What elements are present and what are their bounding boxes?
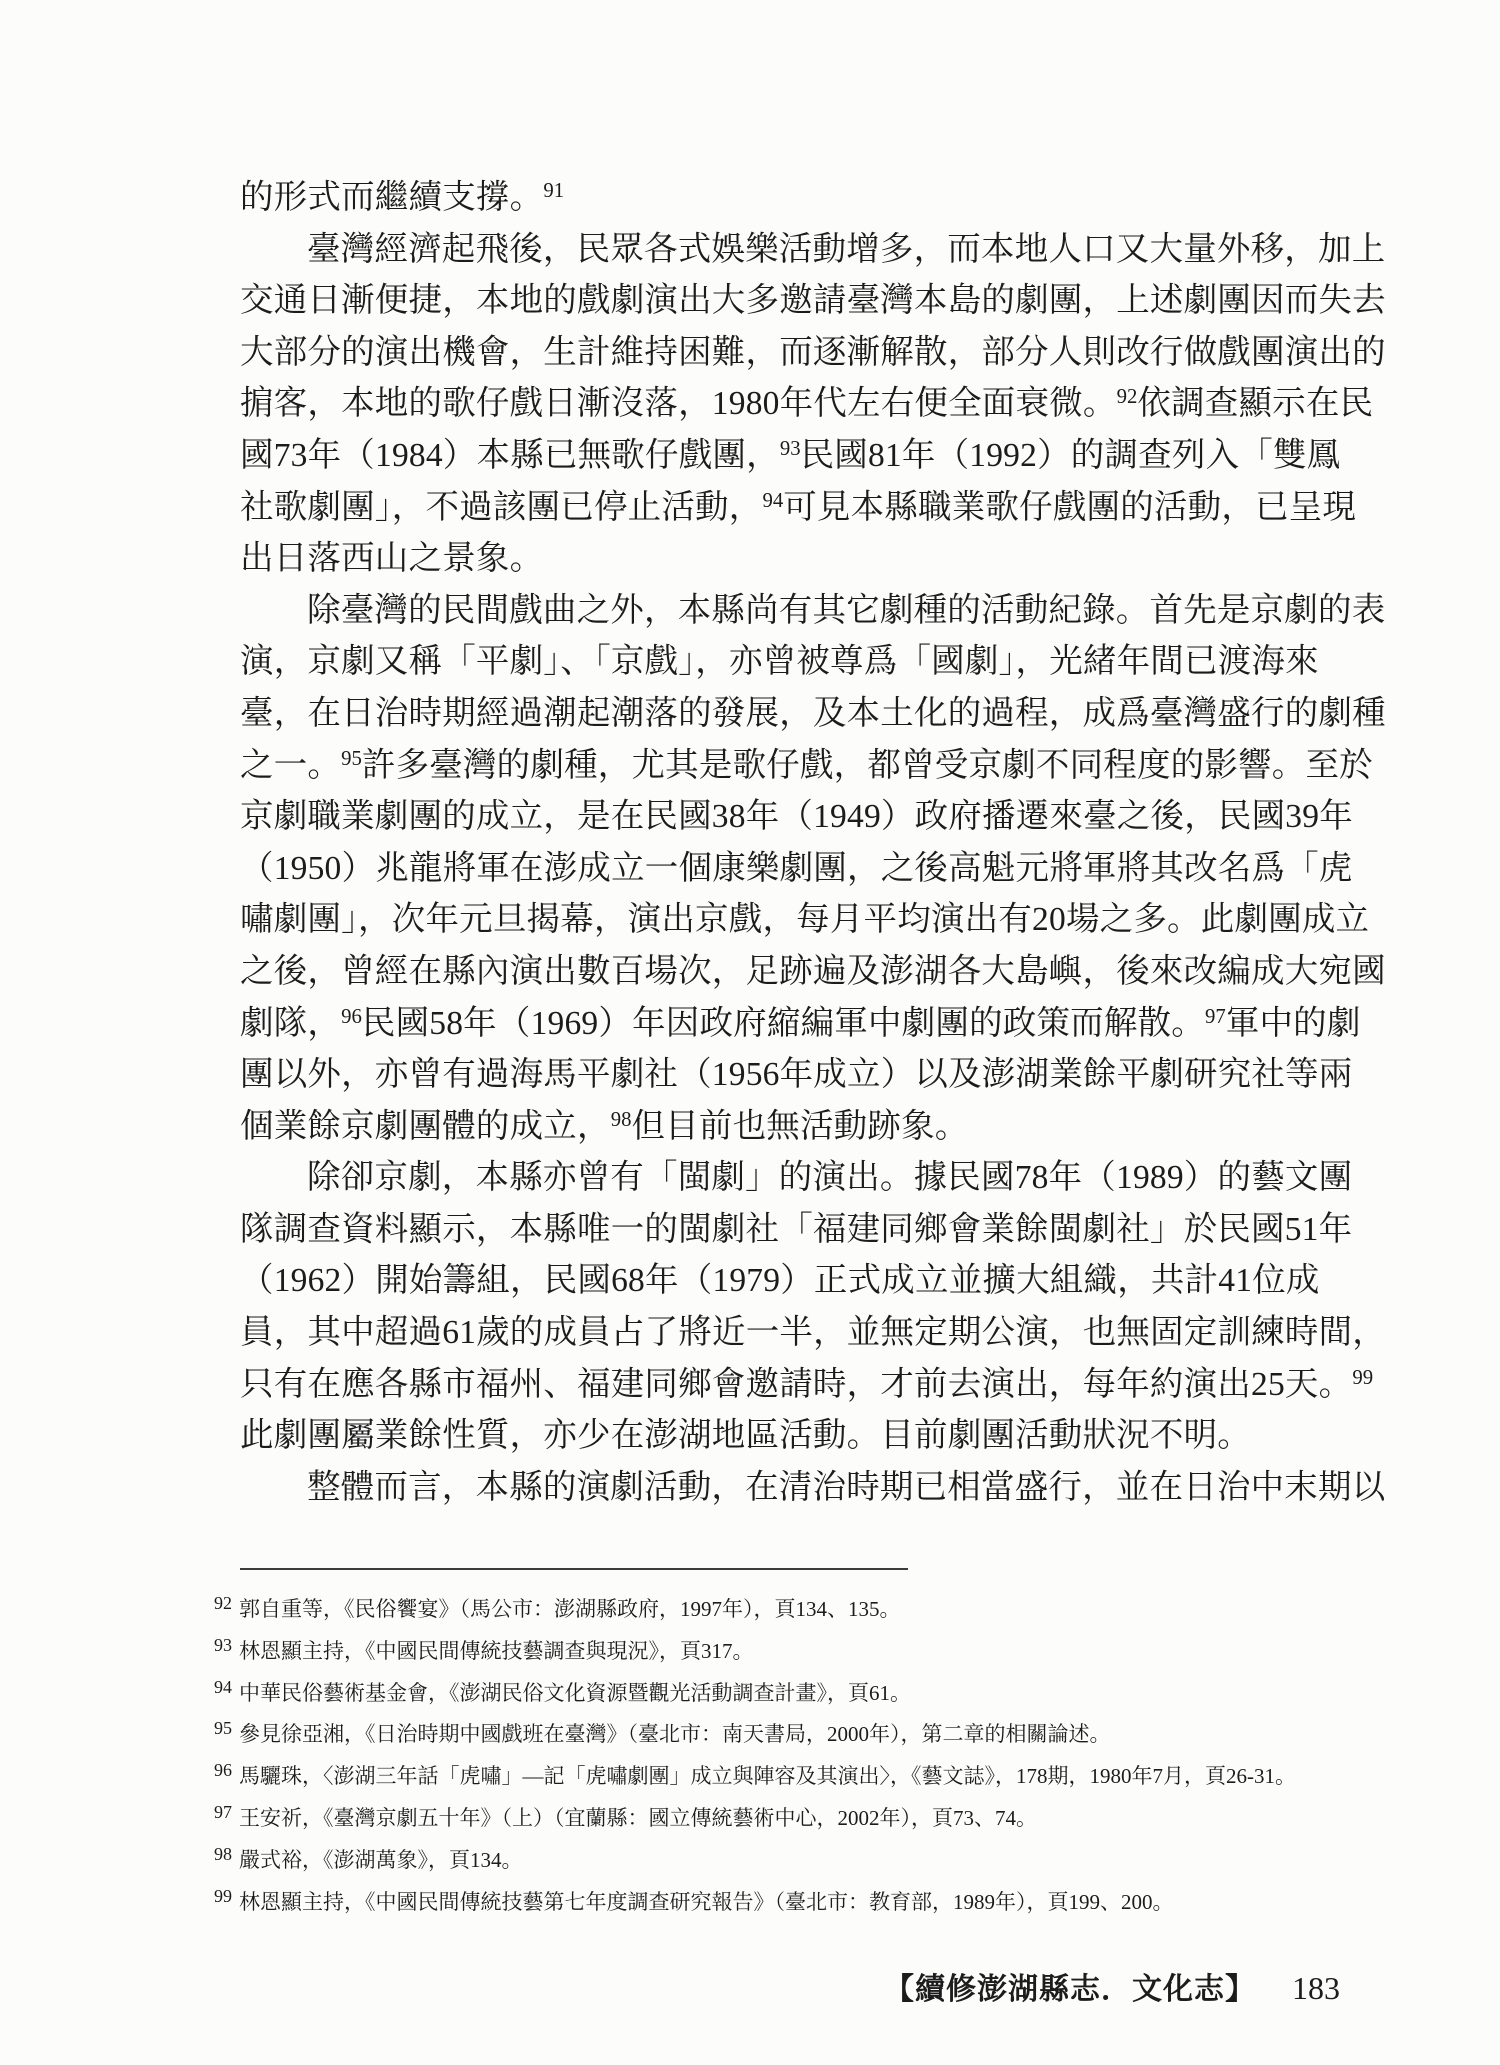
footnote-text: 林恩顯主持，《中國民間傳統技藝調查與現況》，頁317。: [239, 1638, 754, 1663]
body-line: 國73年（1984）本縣已無歌仔戲團，$^{93}$民國81年（1992）的調查列入「雙鳳: [240, 436, 1341, 474]
body-line: 的形式而繼續支撐。$^{91}$: [240, 179, 565, 216]
footnote-item: [214, 1795, 1322, 1837]
body-line: 演，京劇又稱「平劇」、「京戲」，亦曾被尊爲「國劇」，光緒年間已渡海來: [240, 643, 1319, 681]
body-line: 劇隊，$^{96}$民國58年（1969）年因政府縮編軍中劇團的政策而解散。$^{97}$軍中的劇: [240, 1004, 1361, 1042]
body-line: 臺，在日治時期經過潮起潮落的發展，及本土化的過程，成爲臺灣盛行的劇種: [240, 694, 1386, 732]
page-number: 183: [1292, 1970, 1340, 2006]
footnote-number: 95: [214, 1718, 232, 1739]
footnote-item: [214, 1879, 1322, 1921]
body-line: 隊調查資料顯示，本縣唯一的閩劇社「福建同鄉會業餘閩劇社」於民國51年: [240, 1210, 1353, 1248]
footnote-number: 97: [214, 1801, 232, 1822]
footnote-item: [214, 1753, 1322, 1795]
footnote-item: [214, 1670, 1322, 1712]
book-title: 【續修澎湖縣志．文化志】: [884, 1973, 1256, 2006]
body-line: 社歌劇團」，不過該團已停止活動，$^{94}$可見本縣職業歌仔戲團的活動，已呈現: [240, 488, 1357, 526]
body-line: 整體而言，本縣的演劇活動，在清治時期已相當盛行，並在日治中末期以: [307, 1468, 1386, 1506]
footnote-item: [214, 1628, 1322, 1670]
footnote-number: 94: [214, 1676, 232, 1697]
footnote-ref: 95: [341, 746, 362, 770]
footnote-text: 中華民俗藝術基金會，《澎湖民俗文化資源暨觀光活動調查計畫》，頁61。: [239, 1680, 911, 1705]
footnote-text: 郭自重等，《民俗饗宴》（馬公市：澎湖縣政府，1997年），頁134、135。: [239, 1597, 901, 1621]
footnote-text: 馬驪珠，〈澎湖三年話「虎嘯」—記「虎嘯劇團」成立與陣容及其演出〉，《藝文誌》，178期，1980年7月，頁26-31。: [239, 1764, 1296, 1789]
body-line: （1950）兆龍將軍在澎成立一個康樂劇團，之後高魁元將軍將其改名爲「虎: [240, 849, 1353, 887]
footnote-text: 林恩顯主持，《中國民間傳統技藝第七年度調查研究報告》（臺北市：教育部，1989年），頁199、200。: [239, 1889, 1174, 1914]
footnote-ref: 97: [1204, 1004, 1226, 1028]
footnote-ref: 93: [779, 437, 801, 461]
footnote-ref: 94: [762, 488, 784, 512]
body-line: 之一。$^{95}$許多臺灣的劇種，尤其是歌仔戲，都曾受京劇不同程度的影響。至於: [240, 746, 1373, 784]
footnote-item: [214, 1586, 1322, 1628]
body-line: 掮客，本地的歌仔戲日漸沒落，1980年代左右便全面衰微。$^{92}$依調查顯示在民: [240, 385, 1374, 423]
body-line: 臺灣經濟起飛後，民眾各式娛樂活動增多，而本地人口又大量外移，加上: [307, 230, 1386, 268]
footnote-number: 92: [214, 1593, 232, 1613]
footnote-ref: 99: [1352, 1365, 1374, 1389]
body-line: 除臺灣的民間戲曲之外，本縣尚有其它劇種的活動紀錄。首先是京劇的表: [307, 591, 1386, 629]
footnote-number: 98: [214, 1843, 232, 1864]
footnote-text: 參見徐亞湘，《日治時期中國戲班在臺灣》（臺北市：南天書局，2000年），第二章的相關論述。: [239, 1722, 1111, 1747]
body-line: 除卻京劇，本縣亦曾有「閩劇」的演出。據民國78年（1989）的藝文團: [307, 1159, 1353, 1197]
body-line: 員，其中超過61歲的成員占了將近一半，並無定期公演，也無固定訓練時間，: [240, 1314, 1386, 1352]
body-line: 之後，曾經在縣內演出數百場次，足跡遍及澎湖各大島嶼，後來改編成大宛國: [240, 952, 1386, 990]
footnote-item: [214, 1711, 1322, 1753]
body-line: 只有在應各縣市福州、福建同鄉會邀請時，才前去演出，每年約演出25天。$^{99}$: [240, 1365, 1374, 1403]
footnote-ref: 96: [341, 1004, 362, 1028]
footnote-text: 嚴式裕，《澎湖萬象》，頁134。: [239, 1847, 523, 1872]
body-line: 交通日漸便捷，本地的戲劇演出大多邀請臺灣本島的劇團，上述劇團因而失去: [240, 282, 1386, 320]
footnote-number: 99: [214, 1885, 232, 1906]
body-text: [240, 172, 1386, 1513]
body-line: 大部分的演出機會，生計維持困難，而逐漸解散，部分人則改行做戲團演出的: [240, 333, 1386, 371]
body-line: 出日落西山之景象。: [240, 540, 544, 578]
body-line: （1962）開始籌組，民國68年（1979）正式成立並擴大組織，共計41位成: [240, 1262, 1320, 1300]
page-footer: [884, 1964, 1340, 2008]
footnote-ref: 91: [543, 179, 565, 203]
body-line: 京劇職業劇團的成立，是在民國38年（1949）政府播遷來臺之後，民國39年: [240, 798, 1353, 836]
footnote-ref: 92: [1116, 385, 1138, 409]
footnote-ref: 98: [610, 1107, 632, 1131]
footnote-separator: [240, 1568, 908, 1570]
body-line: 此劇團屬業餘性質，亦少在澎湖地區活動。目前劇團活動狀況不明。: [240, 1417, 1251, 1455]
footnote-text: 王安祈，《臺灣京劇五十年》（上）（宜蘭縣：國立傳統藝術中心，2002年），頁73、74。: [239, 1805, 1037, 1830]
body-line: 嘯劇團」，次年元旦揭幕，演出京戲，每月平均演出有20場之多。此劇團成立: [240, 901, 1370, 939]
footnote-number: 93: [214, 1634, 232, 1655]
body-line: 個業餘京劇團體的成立，$^{98}$但目前也無活動跡象。: [240, 1107, 969, 1145]
body-line: 團以外，亦曾有過海馬平劇社（1956年成立）以及澎湖業餘平劇研究社等兩: [240, 1056, 1353, 1094]
footnotes: [214, 1586, 1322, 1920]
footnote-number: 96: [214, 1760, 232, 1781]
footnote-item: [214, 1837, 1322, 1879]
